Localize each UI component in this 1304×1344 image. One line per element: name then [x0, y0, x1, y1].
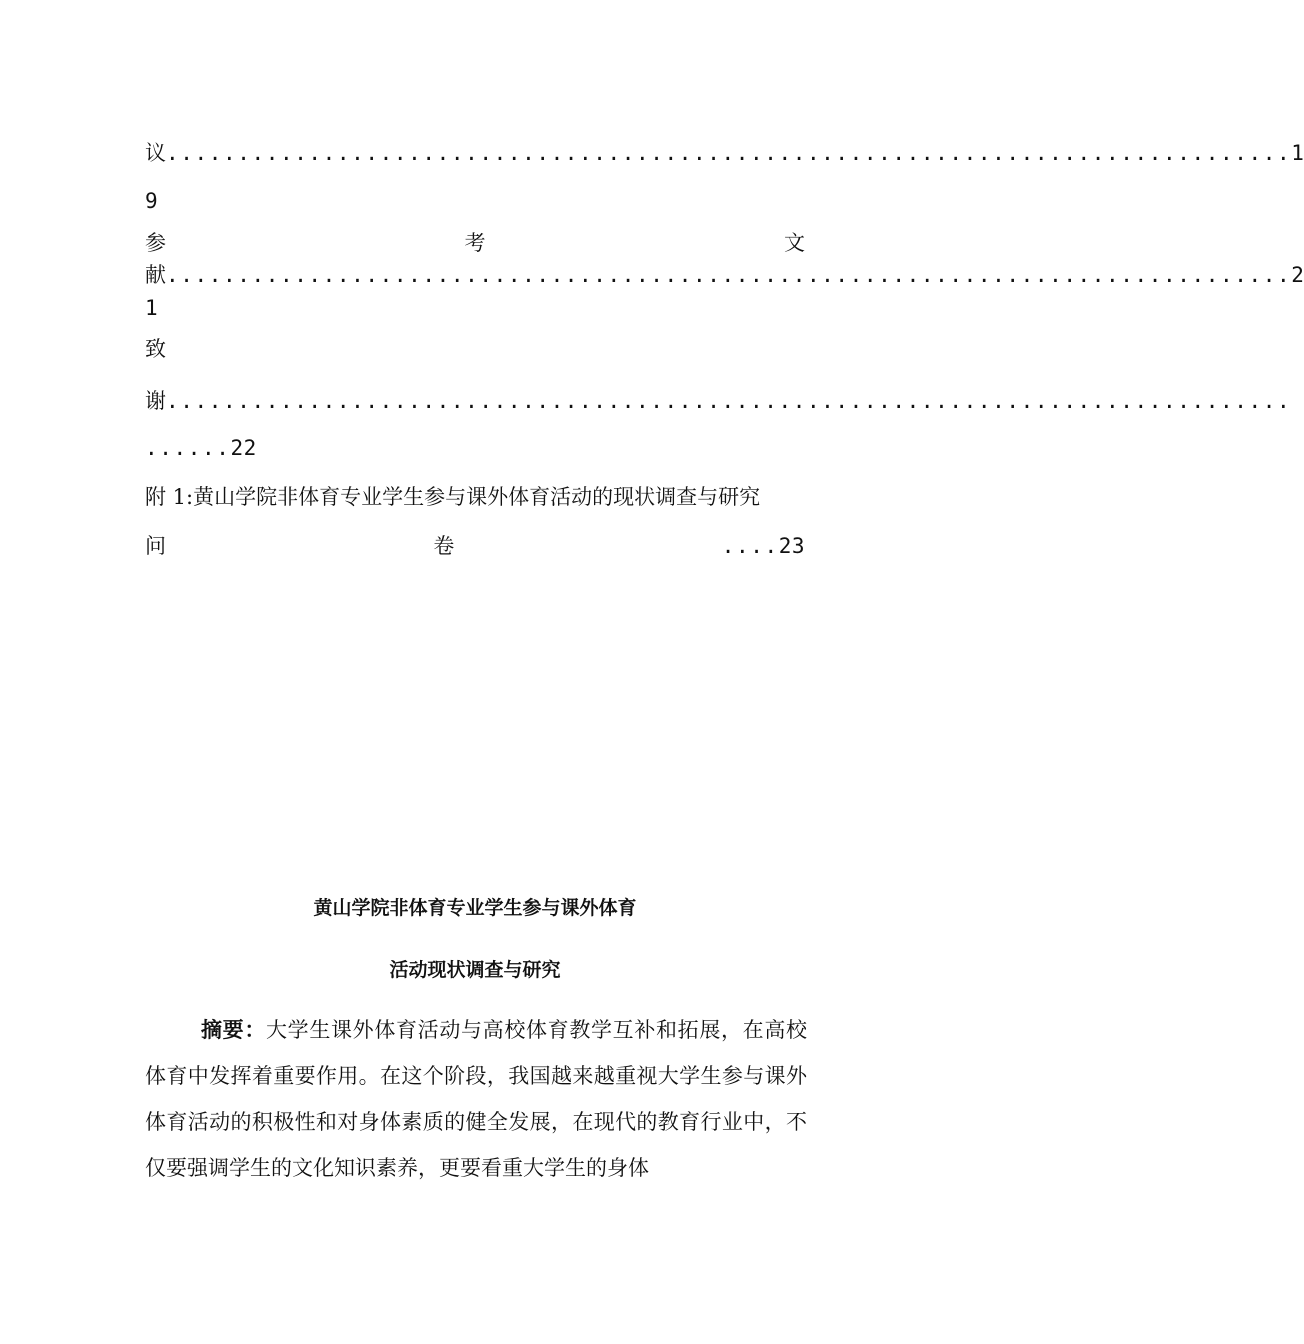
- toc-entry-label: 致: [145, 337, 166, 361]
- toc-page-number: 22: [230, 436, 257, 460]
- toc-entry-suggestions[interactable]: [145, 140, 1304, 166]
- toc-page-number: 2: [1291, 263, 1304, 287]
- toc-leader-dots: ...............................................................................: [166, 141, 1292, 165]
- toc-page-number: 1: [1291, 141, 1304, 165]
- toc-entry-appendix-line2[interactable]: [145, 533, 805, 559]
- toc-entry-acknowledgements[interactable]: [145, 388, 1292, 414]
- toc-entry-label: 谢: [145, 389, 166, 413]
- toc-page-ref: [722, 533, 805, 559]
- toc-entry-label: 献: [145, 263, 166, 287]
- toc-leader-dots: ......: [145, 436, 231, 460]
- toc-entry-char: 参: [145, 231, 166, 255]
- toc-entry-char: 文: [784, 231, 805, 255]
- abstract-text: 大学生课外体育活动与高校体育教学互补和拓展，在高校体育中发挥着重要作用。在这个阶段，我国越来越重视大学生参与课外体育活动的积极性和对身体素质的健全发展，在现代的教育行业中，不仅要强调学生的文化知识素养，更要看重大学生的身体: [145, 1018, 807, 1180]
- toc-leader-dots: ...............................................................................: [166, 263, 1292, 287]
- abstract-label: 摘要：: [201, 1018, 266, 1042]
- toc-leader-dots: ...............................................................................: [166, 389, 1292, 413]
- toc-entry-appendix[interactable]: 附 1:黄山学院非体育专业学生参与课外体育活动的现状调查与研究: [145, 485, 761, 509]
- toc-entry-char: 卷: [433, 534, 455, 558]
- toc-page-number-wrap: 9: [145, 189, 159, 213]
- toc-leader-dots: ....: [721, 534, 779, 558]
- toc-entry-references-spread[interactable]: [145, 230, 805, 256]
- toc-entry-char: 考: [464, 231, 486, 255]
- paper-title-line1: 黄山学院非体育专业学生参与课外体育: [313, 897, 637, 919]
- toc-entry-char: 问: [145, 534, 166, 558]
- toc-page-number-wrap: 1: [145, 296, 159, 320]
- toc-entry-label: 议: [145, 141, 166, 165]
- toc-entry-references[interactable]: [145, 262, 1304, 288]
- paper-title-line2: 活动现状调查与研究: [389, 959, 561, 981]
- abstract-paragraph: [145, 1007, 807, 1191]
- toc-entry-continuation: [145, 435, 805, 461]
- toc-page-number: 23: [778, 534, 805, 558]
